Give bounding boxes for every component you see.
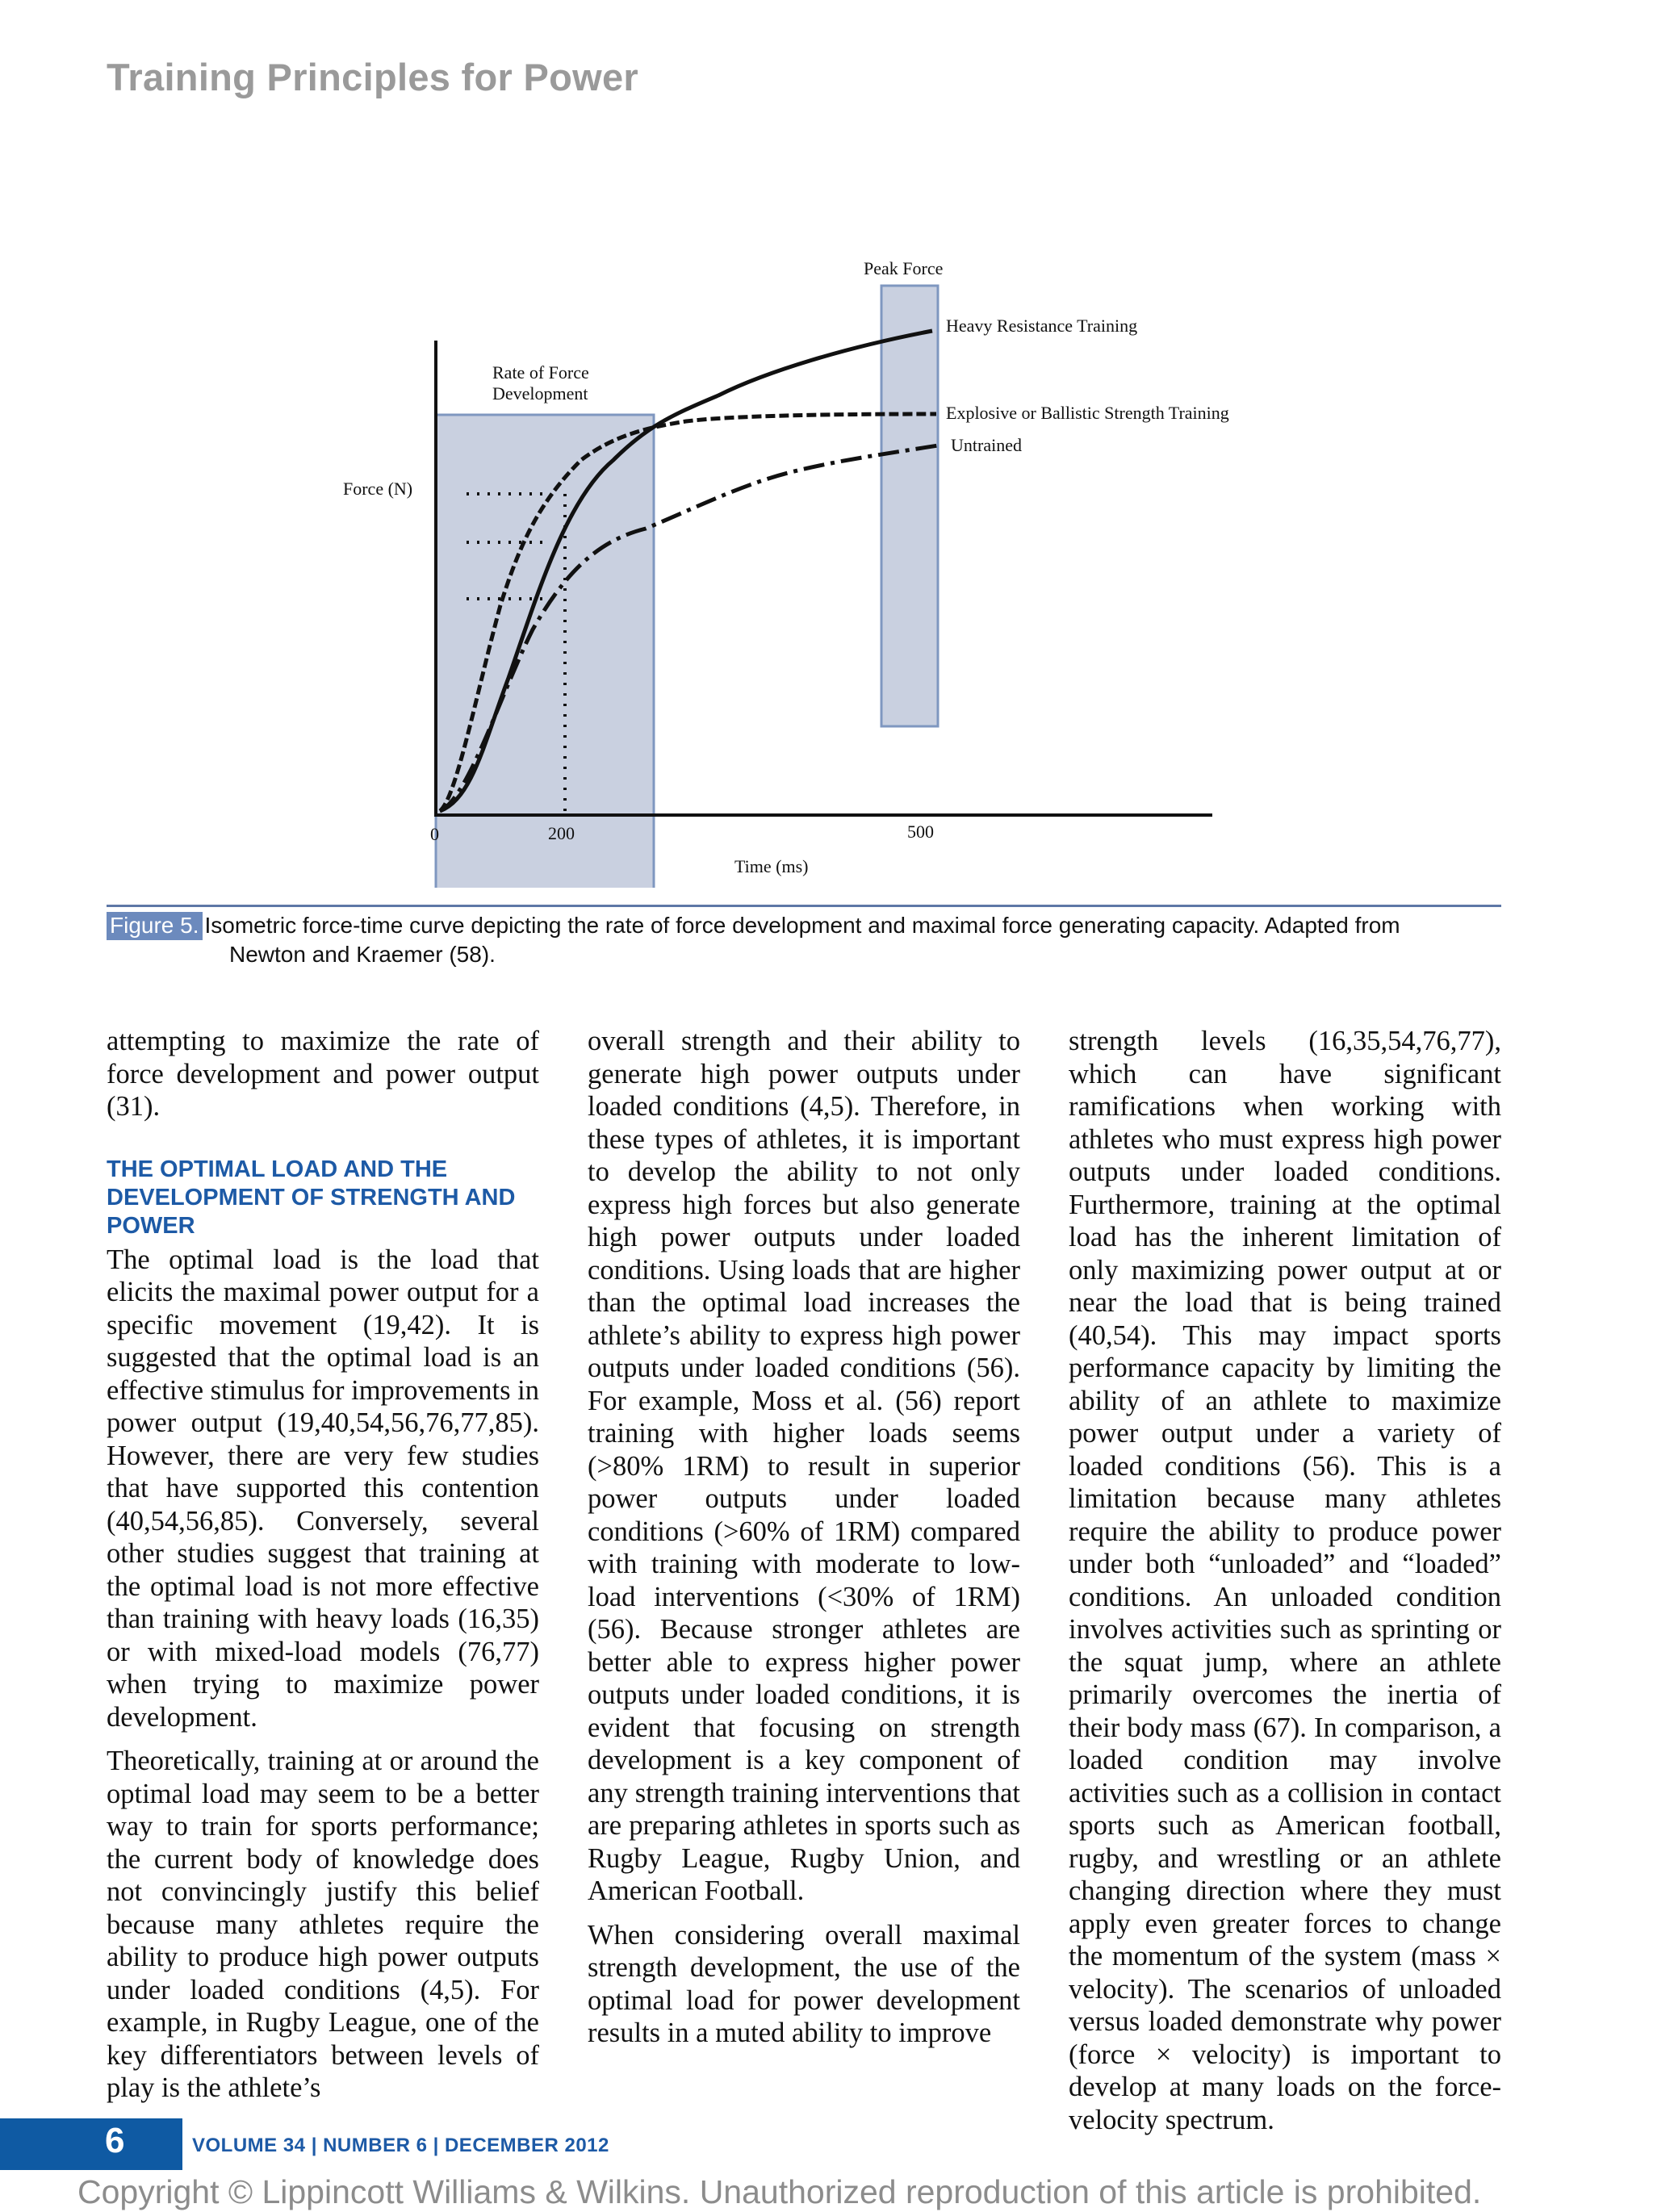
col2-paragraph-1: overall strength and their ability to generate high power outputs under loaded conditions (4,5). Therefore, in these types of athletes, it is important to develop the ability to not only express high forces but also generate high power outputs under loaded conditions. Using loads that are higher than the optimal load increases the athlete’s ability to express high power outputs under loaded conditions (56). For example, Moss et al. (56) report training with higher loads seems (>80% 1RM) to result in superior power outputs under loaded conditions (>60% of 1RM) compared with training with moderate to low-load interventions (<30% of 1RM) (56). Because stronger athletes are better able to express higher power outputs under loaded conditions, it is evident that focusing on strength development is a key component of any strength training interventions that are preparing athletes in sports such as Rugby League, Rugby Union, and American Football.: [588, 1026, 1020, 1906]
figure-5: [0, 242, 1653, 888]
figure-caption: [107, 911, 1503, 969]
legend-explosive-ballistic: Explosive or Ballistic Strength Training: [946, 403, 1229, 423]
page-number: 6: [105, 2121, 125, 2160]
text-column-3: [1069, 1025, 1501, 2136]
x-tick-200: 200: [548, 823, 575, 843]
col1-paragraph-1: attempting to maximize the rate of force development and power output (31).: [107, 1026, 539, 1122]
legend-untrained: Untrained: [951, 435, 1022, 455]
peak-force-label: Peak Force: [864, 258, 944, 278]
peak-force-shaded-region: [881, 286, 938, 726]
running-title: Training Principles for Power: [107, 56, 639, 98]
legend-heavy-resistance: Heavy Resistance Training: [946, 316, 1138, 336]
issue-line: VOLUME 34 | NUMBER 6 | DECEMBER 2012: [192, 2135, 609, 2156]
y-axis-label: Force (N): [343, 479, 413, 499]
col1-paragraph-3: Theoretically, training at or around the optimal load may seem to be a better way to train for sports performance; the current body of knowledge does not convincingly justify this belief because many athletes require the ability to produce high power outputs under loaded conditions (4,5). For example, in Rugby League, one of the key differentiators between levels of play is the athlete’s: [107, 1746, 539, 2103]
x-tick-0: 0: [430, 824, 439, 844]
rfd-label-line2: Development: [492, 383, 588, 404]
col1-paragraph-2: The optimal load is the load that elicits the maximal power output for a specific movement (19,42). It is suggested that the optimal load is an effective stimulus for improvements in power output (19,40,54,56,76,77,85). However, there are very few studies that have supported this contention (40,54,56,85). Conversely, several other studies suggest that training at the optimal load is not more effective than training with heavy loads (16,35) or with mixed-load models (76,77) when trying to maximize power development.: [107, 1244, 539, 1733]
x-axis-label: Time (ms): [734, 856, 809, 876]
x-tick-500: 500: [907, 822, 934, 842]
text-column-1: [107, 1025, 539, 2105]
figure-label: Figure 5.: [107, 912, 203, 940]
footer-page-box: [0, 2118, 182, 2170]
rfd-label-line1: Rate of Force: [492, 362, 589, 383]
force-time-chart: [0, 242, 1653, 888]
col3-paragraph-1: strength levels (16,35,54,76,77), which can have significant ramifications when working with athletes who must express high power outputs under loaded conditions. Furthermore, training at the optimal load has the inherent limitation of only maximizing power output at or near the load that is being trained (40,54). This may impact sports performance capacity by limiting the ability of an athlete to maximize power output under a variety of loaded conditions (56). This is a limitation because many athletes require the ability to produce power under both “unloaded” and “loaded” conditions. An unloaded condition involves activities such as sprinting or the squat jump, where an athlete primarily overcomes the inertia of their body mass (67). In comparison, a loaded condition may involve activities such as a collision in contact sports such as American football, rugby, and wrestling or an athlete changing direction where they must apply even greater forces to change the momentum of the system (mass × velocity). The scenarios of unloaded versus loaded demonstrate why power (force × velocity) is important to develop at many loads on the force-velocity spectrum.: [1069, 1026, 1501, 2135]
caption-continuation: Newton and Kraemer (58).: [229, 942, 496, 967]
copyright-notice: Copyright © Lippincott Williams & Wilkins. Unauthorized reproduction of this article is prohibited.: [77, 2173, 1482, 2210]
text-column-2: [588, 1025, 1020, 2050]
caption-main: Isometric force-time curve depicting the rate of force development and maximal force generating capacity. Adapted from: [204, 913, 1400, 938]
col2-paragraph-2: When considering overall maximal strength development, the use of the optimal load for power development results in a muted ability to improve: [588, 1919, 1020, 2048]
caption-rule: [107, 905, 1501, 907]
section-heading: THE OPTIMAL LOAD AND THE DEVELOPMENT OF STRENGTH AND POWER: [107, 1156, 516, 1239]
rfd-shaded-region: [436, 415, 654, 888]
